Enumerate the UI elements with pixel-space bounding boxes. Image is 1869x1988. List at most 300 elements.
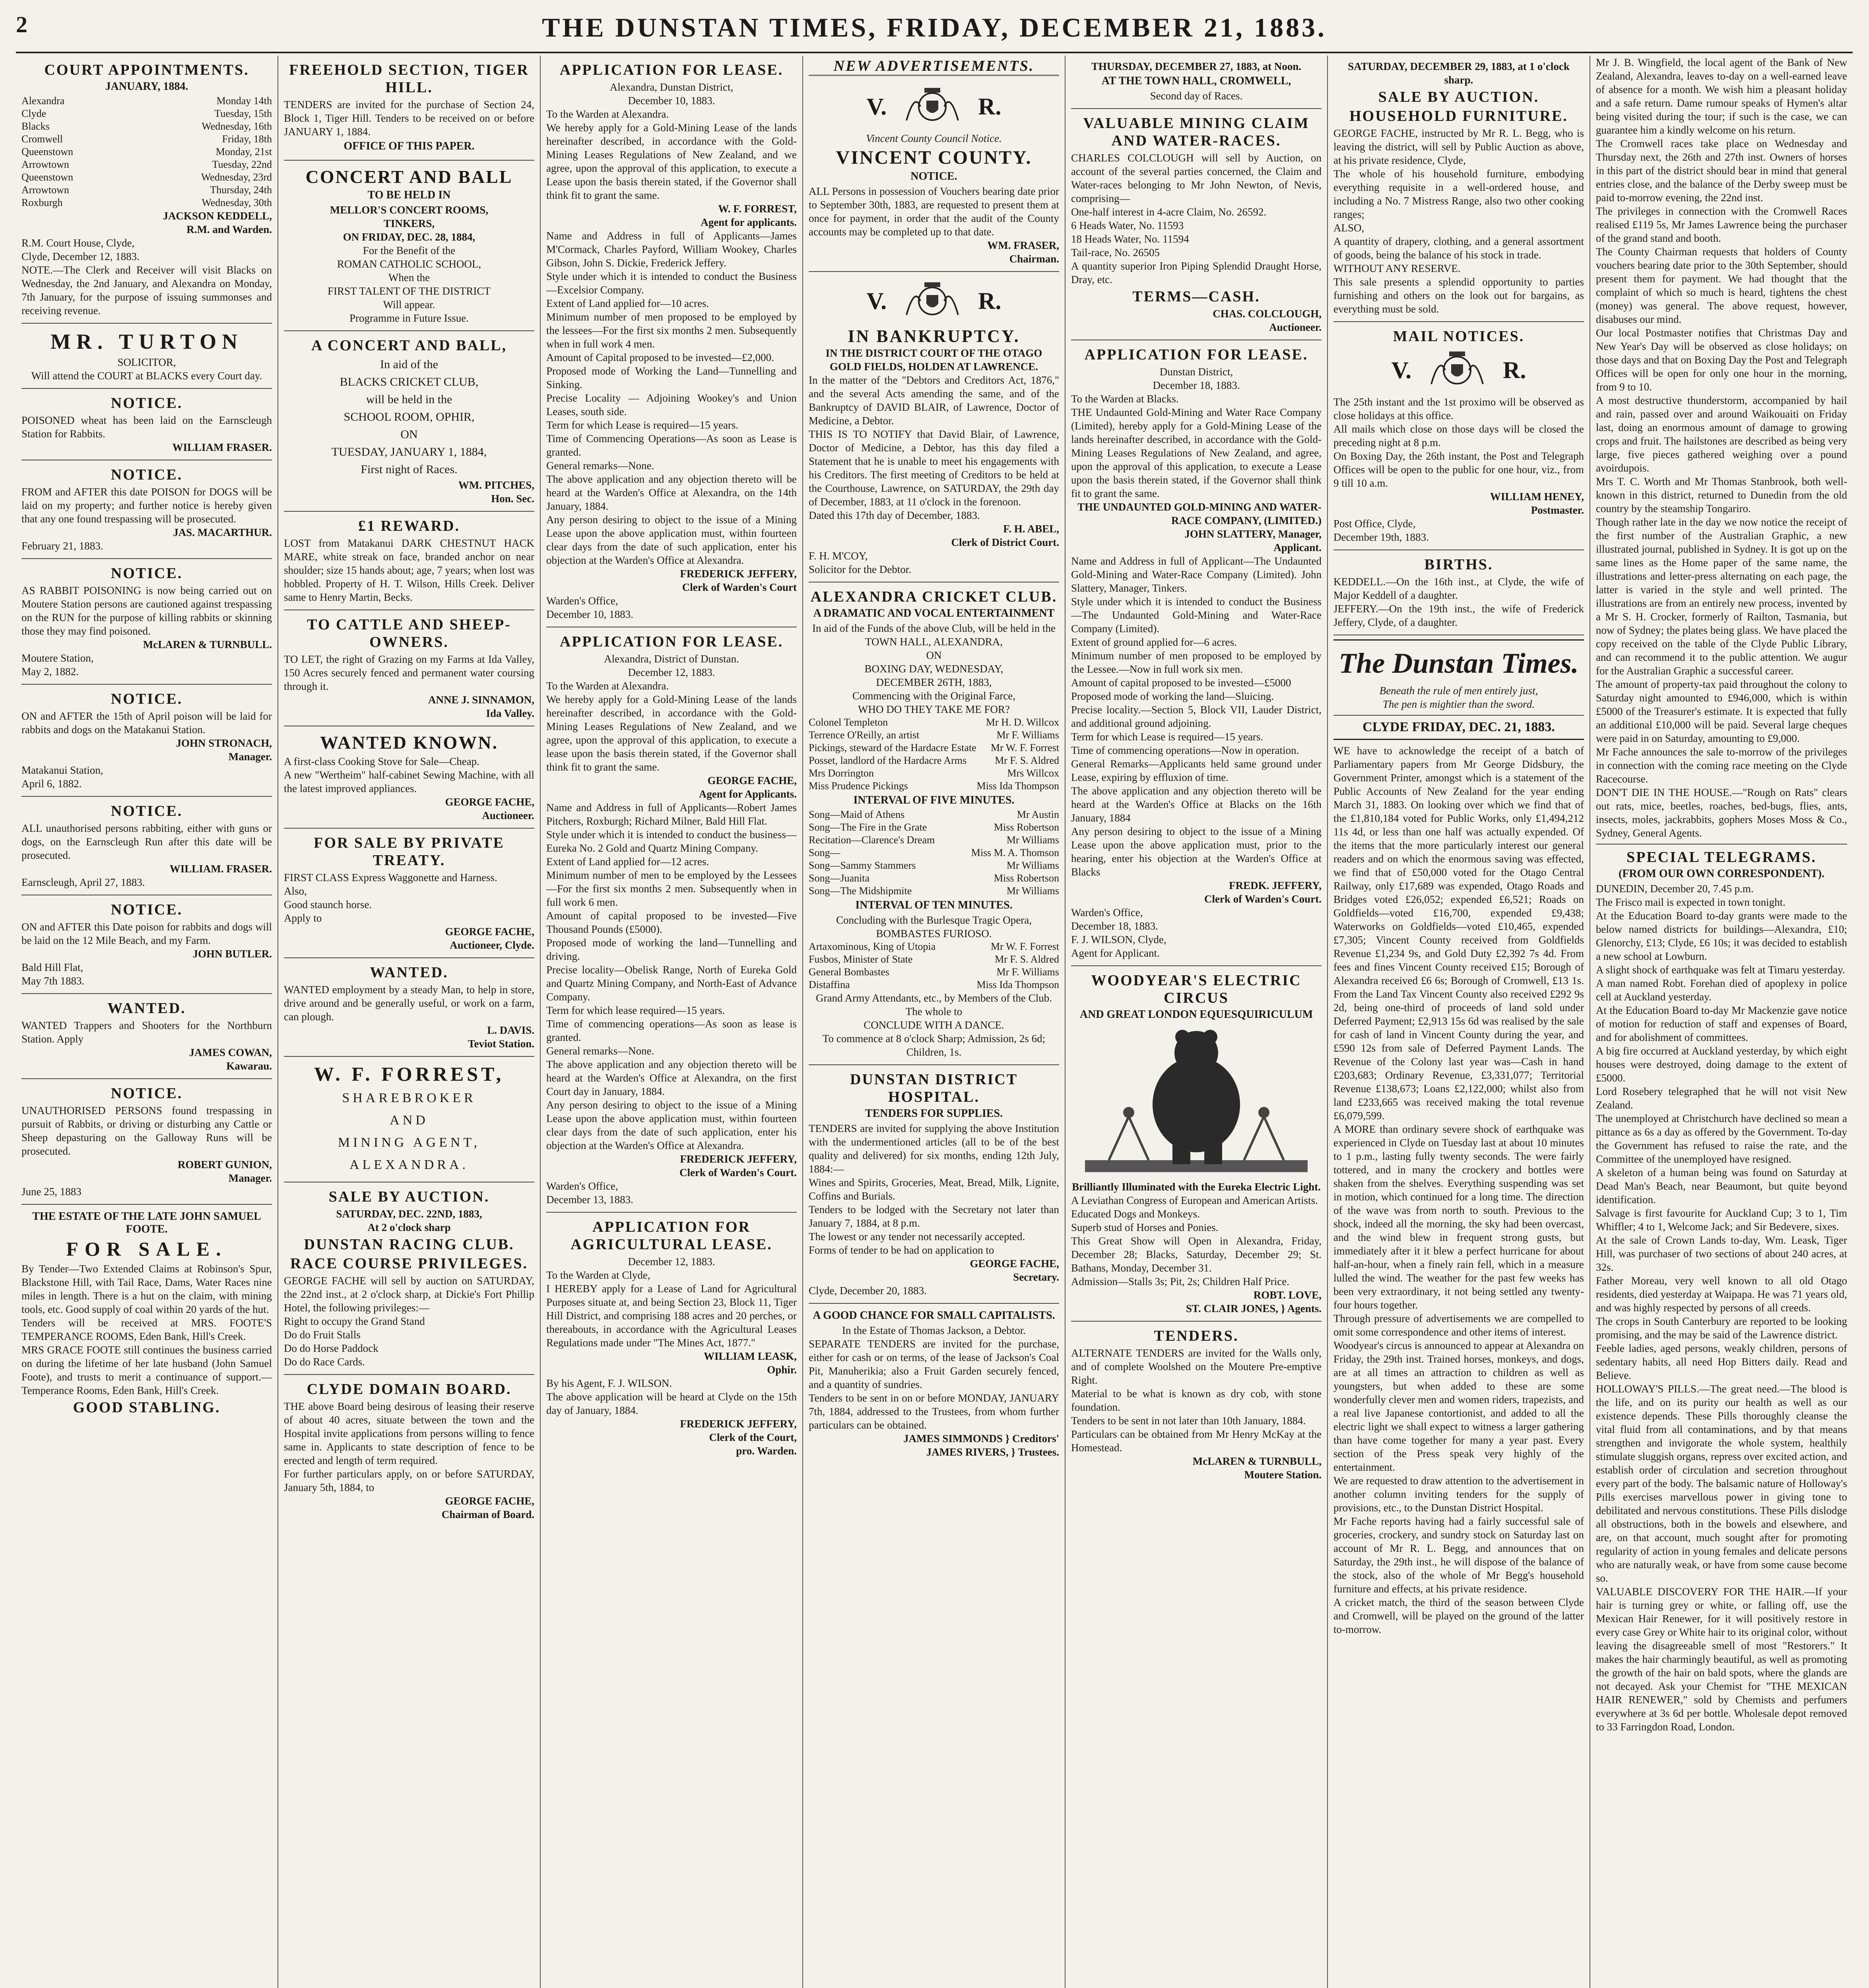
crest-r: R. (1503, 357, 1526, 383)
privileges: RACE COURSE PRIVILEGES. (290, 1255, 528, 1272)
notice-poison-dogs (21, 460, 272, 559)
heading: BIRTHS. (1424, 556, 1493, 573)
burlesque: Concluding with the Burlesque Tragic Opera, BOMBASTES FURIOSO. (836, 914, 1032, 940)
body: For the Benefit of the ROMAN CATHOLIC SCHOOL, When the FIRST TALENT OF THE DISTRICT Will appear. (328, 245, 491, 311)
body: In aid of the BLACKS CRICKET CLUB, will be held in the SCHOOL ROOM, OPHIR, ON TUESDAY, JANUARY 1, 1884, First night of Races. (331, 358, 487, 476)
item-label: General Bombastes (809, 966, 889, 978)
date: Alexandra, Dunstan District, December 10, 1883. (609, 81, 734, 107)
forrest-sharebroker (284, 1057, 534, 1182)
body: To the Warden at Blacks. THE Undaunted Gold-Mining and Water Race Company (Limited), hereby apply for a Gold-Mining Lease of the lands hereinafter described, in accordance with the Gold-Mining Leases Regulations of New Zealand, and agree, upon the approval of this application, to execute a Lease upon the basis therein stated, if the Governor shall think fit to grant the same. (1071, 393, 1322, 499)
item-label: Song—Sammy Stammers (809, 860, 916, 871)
coat-of-arms-icon (902, 85, 962, 128)
item-value: Mr F. S. Aldred (995, 755, 1059, 766)
column-5 (1066, 56, 1328, 1988)
heading: APPLICATION FOR LEASE. (1084, 346, 1308, 363)
column-1 (16, 56, 278, 1988)
body: ALTERNATE TENDERS are invited for the Walls only, and of complete Woolshed on the Moutere Pre-emptive Right. Material to be what is known as dry cob, with stone foundation. Tenders to be sent in not later than 10th January, 1884. Particulars can be obtained from Mr Henry McKay at the Homestead. (1071, 1347, 1322, 1454)
date: Post Office, Clyde, December 19th, 1883. (1333, 518, 1429, 543)
concert-ball (284, 161, 534, 331)
sub: TENDERS FOR SUPPLIES. (865, 1107, 1003, 1120)
lease-excelsior (546, 56, 797, 627)
crest-r: R. (978, 287, 1001, 314)
body: FIRST CLASS Express Waggonette and Harness. Also, Good staunch horse. Apply to (284, 872, 497, 924)
list-item (809, 978, 1059, 991)
hospital-tenders (809, 1065, 1059, 1304)
list-item (809, 859, 1059, 872)
heading: SALE BY AUCTION. (1378, 89, 1539, 105)
crest-v: V. (1391, 357, 1412, 383)
signature: ROBT. LOVE, ST. CLAIR JONES, } Agents. (1186, 1289, 1322, 1314)
signature: ROBERT GUNION, Manager. (177, 1159, 272, 1184)
body: TENDERS are invited for the purchase of Section 24, Block 1, Tiger Hill. Tenders to be received on or before JANUARY 1, 1884. (284, 99, 534, 138)
heading: NOTICE. (111, 565, 183, 582)
masthead (16, 8, 1853, 53)
signature: WILLIAM FRASER. (172, 441, 272, 453)
body: TO LET, the right of Grazing on my Farms at Ida Valley, 150 Acres securely fenced and permanent water coursing through it. (284, 653, 534, 692)
heading: IN BANKRUPTCY. (848, 326, 1020, 346)
particulars: Name and Address in full of Applicants—Robert James Pitchers, Roxburgh; Richard Milner, Bald Hill Flat. Style under which it is intended to conduct the business—Eureka No. 2 Gold and Quartz Mining Company. Extent of Land applied for—12 acres. Minimum number of men to be employed by the Lessees—For the first six months 2 men. Subsequently when in full work 6 men. Amount of capital proposed to be invested—Five Thousand Pounds (£5000). Proposed mode of working the land—Tunnelling and driving. Precise locality—Obelisk Range, North of Eureka Gold and Quartz Mining Company, and North-East of Advance Company. Term for which lease required—15 years. Time of commencing operations—As soon as lease is granted. General remarks—None. The above application and any objection thereto will be heard at the Warden's Office at Alexandra, on the first Court day in January, 1884. Any person desiring to object to the issue of a Mining Lease upon the above application must, within fourteen clear days from the date of such application, enter his objection at the Warden's Office at Alexandra. (546, 802, 797, 1151)
venue: MELLOR'S CONCERT ROOMS, TINKERS, (330, 204, 489, 229)
heading: VINCENT COUNTY. (836, 147, 1032, 168)
estate-foote (21, 1205, 272, 1423)
footer: Programme in Future Issue. (349, 312, 469, 324)
list-item (809, 808, 1059, 821)
woodyear-circus (1071, 966, 1322, 1322)
body: SEPARATE TENDERS are invited for the purchase, either for cash or on terms, of the lease of Jackson's Coal Pit, Manuherikia; also a Fruit Garden securely fenced, and a quantity of sundries. Tenders to be sent in on or before MONDAY, JANUARY 7th, 1884, addressed to the Trustees, from whom further particulars can be obtained. (809, 1338, 1059, 1431)
column-2 (278, 56, 541, 1988)
office-date: Warden's Office, December 18, 1883. F. J. WILSON, Clyde, Agent for Applicant. (1071, 907, 1166, 959)
list-item (809, 821, 1059, 834)
private-treaty (284, 829, 534, 958)
list-item (809, 872, 1059, 885)
notice-butler (21, 895, 272, 994)
item-label: Song—Juanita (809, 872, 870, 884)
item-label: Arrowtown (21, 184, 69, 196)
item-label: Artaxominous, King of Utopia (809, 941, 936, 952)
body: ALL unauthorised persons rabbiting, either with guns or dogs, on the Earnscleugh Run after this date will be prosecuted. (21, 822, 272, 861)
body: GEORGE FACHE, instructed by Mr R. L. Begg, who is leaving the district, will sell by Public Auction as above, at his private residence, Clyde, The whole of his household furniture, embodying everything requisite in a well-ordered house, and including a No. 7 Mistress Range, also two other cooking ranges; ALSO, A quantity of drapery, clothing, and a general assortment of goods, being the balance of his stock in trade. WITHOUT ANY RESERVE. This sale presents a splendid opportunity to parties furnishing and others on the look out for bargains, as everything must be sold. (1333, 127, 1584, 315)
body: SHAREBROKER AND MINING AGENT, ALEXANDRA. (338, 1091, 481, 1172)
particulars: Name and Address in full of Applicant—The Undaunted Gold-Mining and Water-Race Company (Limited). John Slattery, Manager, Tinkers. Style under which it is intended to conduct the Business—The Undaunted Gold-Mining and Water-Race Company (Limited). Extent of ground applied for—6 acres. Minimum number of men proposed to be employed by the Lessee.—Now in full work six men. Amount of capital proposed to be invested—£5000 Proposed mode of working the land—Sluicing. Precise locality.—Section 5, Block VII, Lauder District, and additional ground adjoining. Term for which Lease is required—15 years. Time of commencing operations—Now in operation. General Remarks—Applicants held same ground under Lease, expiring by effluxion of time. The above application and any objection thereto will be heard at the Warden's Office at Blacks on the 16th January, 1884 Any person desiring to object to the issue of a Mining Lease upon the above application must, prior to the hearing, enter his objection at the Warden's Office at Blacks (1071, 555, 1322, 878)
date: Alexandra, District of Dunstan. December 12, 1883. (604, 653, 739, 678)
mining-claim-sale (1071, 109, 1322, 340)
signature: CHAS. COLCLOUGH, Auctioneer. (1213, 308, 1322, 333)
venue: AT THE TOWN HALL, CROMWELL, (1101, 75, 1291, 87)
signature: WM. PITCHES, Hon. Sec. (458, 479, 534, 505)
item-label: Fusbos, Minister of State (809, 953, 913, 965)
item-value: Mr F. S. Aldred (995, 953, 1059, 965)
signature: WILLIAM. FRASER. (169, 863, 272, 875)
item-label: Pickings, steward of the Hardacre Estate (809, 742, 976, 753)
item-value: Mr Williams (1006, 834, 1059, 846)
telegrams-body: DUNEDIN, December 20, 7.45 p.m. The Frisco mail is expected in town tonight. At the Education Board to-day grants were made to the below named districts for buildings—Alexandra, £10; Glenorchy, £13; Clyde, £6 10s; it was decided to establish a new school at Lowburn. A slight shock of earthquake was felt at Timaru yesterday. A man named Robt. Forehan died of apoplexy in police cell at Auckland yesterday. At the Education Board to-day Mr Mackenzie gave notice of motion for reduction of staff and expenses of Board, and for abolishment of committees. A big fire occurred at Auckland yesterday, by which eight houses were destroyed, doing damage to the extent of £5000. Lord Rosebery telegraphed that he will not visit New Zealand. The unemployed at Christchurch have declined so mean a pittance as 6s a day as offered by the Government. To-day the Government has refused to raise the rate, and the Committee of the unemployed have resigned. A skeleton of a human being was found on Saturday at Dead Man's Beach, near Beaumont, but quite beyond identification. Salvage is first favourite for Auckland Cup; 3 to 1, Tim Whiffler; 4 to 1, Welcome Jack; and Sir Bedevere, sixes. At the sale of Crown Lands to-day, Wm. Leask, Tiger Hill, was purchaser of two sections of about 240 acres, at 32s. Father Moreau, very well known to all old Otago residents, died yesterday at Waipapa. He was 71 years old, and was highly respected by persons of all creeds. The crops in South Canterbury are reported to be looking promising, and the may be said of the Lawrence district. Feeble ladies, aged persons, weakly children, persons of sedentary habits, all need Hop Bitters daily. Read and Believe. HOLLOWAY'S PILLS.—The great need.—The blood is the life, and on its purity our health as well as our existence depends. These Pills thoroughly cleanse the vital fluid from all contaminations, and by that means strengthen and invigorate the whole system, healthily stimulate sluggish organs, repress over excited action, and establish order of circulation and secretion throughout every part of the body. The balsamic nature of Holloway's Pills exercises marvellous power in giving tone to debilitated and nervous constitutions. These Pills dislodge all obstructions, both in the bowels and elsewhere, and are, on that account, much sought after for promoting regularity of action in young females and delicate persons who are naturally weak, or have from some cause become so. VALUABLE DISCOVERY FOR THE HAIR.—If your hair is turning grey or white, or falling off, use the Mexican Hair Renewer, for it will positively restore in every case Grey or White hair to its original color, without leaving the disagreeable smell of most "Restorers." It makes the hair charmingly beautiful, as well as promoting the growth of the hair on bald spots, where the glands are not decayed. Ask your Chemist for "THE MEXICAN HAIR RENEWER," sold by Chemists and perfumers everywhere at 3s 6d per bottle. Wholesale depot removed to 33 Farringdon Road, London. (1596, 883, 1847, 1733)
list-item (809, 846, 1059, 859)
list-item (809, 780, 1059, 792)
wanted-trappers (21, 994, 272, 1079)
date: Earnscleugh, April 27, 1883. (21, 876, 145, 888)
date: Bald Hill Flat, May 7th 1883. (21, 961, 85, 987)
list-item (809, 742, 1059, 754)
crest-v: V. (866, 93, 887, 120)
body: GEORGE FACHE will sell by auction on SATURDAY, the 22nd inst., at 2 o'clock sharp, at Dickie's Fort Phillip Hotel, the following privileges:— Right to occupy the Grand Stand Do do Fruit Stalls Do do Horse Paddock Do do Race Cards. (284, 1275, 534, 1368)
section-heading: NEW ADVERTISEMENTS. (809, 57, 1059, 76)
body: To the Warden at Clyde, I HEREBY apply for a Lease of Land for Agricultural Purposes situate at, and being Section 23, Block 11, Tiger Hill District, and comprising 188 acres and 20 perches, or thereabouts, in accordance with the Agricultural Leases Regulations made under "The Mines Act, 1877." (546, 1269, 797, 1349)
date: Matakanui Station, April 6, 1882. (21, 764, 103, 790)
list-item (809, 729, 1059, 742)
body: WANTED Trappers and Shooters for the Northburn Station. Apply (21, 1019, 272, 1045)
signature: W. F. FORREST, Agent for applicants. (701, 203, 797, 228)
date: Dunstan District, December 18, 1883. (1153, 366, 1240, 391)
cricket-club-entertainment (809, 582, 1059, 1065)
body: A Leviathan Congress of European and American Artists. Educated Dogs and Monkeys. Superb stud of Horses and Ponies. This Great Show will Open in Alexandra, Friday, December 28; Blacks, Saturday, December 29; St. Bathans, Monday, December 31. Admission—Stalls 3s; Pit, 2s; Children Half Price. (1071, 1194, 1322, 1287)
signature: JAS. MACARTHUR. (173, 526, 272, 538)
club: DUNSTAN RACING CLUB. (304, 1236, 514, 1253)
wanted-employment (284, 958, 534, 1057)
heading: FREEHOLD SECTION, TIGER HILL. (289, 62, 529, 96)
date: June 25, 1883 (21, 1186, 82, 1198)
item-label: Mrs Dorrington (809, 767, 874, 779)
crest-r: R. (978, 93, 1001, 120)
item-value: Miss Robertson (994, 821, 1059, 833)
heading: MAIL NOTICES. (1393, 328, 1525, 345)
list-item (21, 171, 272, 184)
terms: TERMS—CASH. (1132, 288, 1260, 305)
reward-notice (284, 512, 534, 610)
date: SATURDAY, DEC. 22ND, 1883, At 2 o'clock sharp (336, 1208, 482, 1233)
body: To the Warden at Alexandra. We hereby apply for a Gold-Mining Lease of the lands hereinafter described, in accordance with the Gold-Mining Leases Regulations of New Zealand, and we agree, upon the approval of this application, to execute a lease upon the basis therein stated, if the Governor shall think fit to grant the same. (546, 680, 797, 773)
notice-matakanui (21, 685, 272, 797)
motto: Beneath the rule of men entirely just, The pen is mightier than the sword. (1379, 685, 1538, 710)
heading: NOTICE. (111, 466, 183, 483)
heading: APPLICATION FOR AGRICULTURAL LEASE. (571, 1219, 772, 1253)
signature: ANNE J. SINNAMON, Ida Valley. (428, 694, 534, 719)
editorial-text: WE have to acknowledge the receipt of a batch of Parliamentary papers from Mr George Didsbury, the Government Printer, amongst which is a statement of the Public Accounts of New Zealand for the year ending March 31, 1883. On looking over which we find that of the £1,810,184 voted for Public Works, only £1,494,212 11s 4d, or less than one half was actually expended. Of the items that the more particularly interest our general readers and on which the enormous saving was effected, we find that of £50,000 voted for the Otago Central Railway, only £17,689 was expended, Otago Roads and Bridges voted £26,052; expended £6,521; Roads on Goldfields—voted £16,700, expended £9,438; Waterworks on Goldfields—voted £10,465, expended £7,305; Vincent County received from Goldfields Revenue £1,234 9s, and Gold Duty £2,392 7s 4d. From fees and fines Vincent County received £15; Borough of Alexandra received £6 6s; Borough of Cromwell, £13 1s. From the Land Tax Vincent County also received £292 9s 2d, being one-third of proceeds of land sold under Deferred Payment; £2,913 15s 6d was realised by the sale for cash of land in Vincent County during the year, and £590 12s from sale of Deferred Payment Lands. The Revenue of the Colony last year was—Cash in hand £203,683; Ordinary Revenue, £3,331,077; Territorial Revenue £138,673; Loans £2,122,000; whilst also from land £233,665 was received making the total revenue £6,079,599. A MORE than ordinary severe shock of earthquake was experienced in Clyde on Tuesday last at about 10 minutes to 1 p.m., lasting fully twenty seconds. The were fairly tottered, and in many the crockery and bottles were shaken from the shelves. Everything suspending was set in motion, which continued for a long time. The direction of the wave was from north to south. Previous to the shock, indeed all the morning, the sky had been overcast, and the wind blew in frequent strong gusts, but immediately after it it blew a perfect hurricane for about half-an-hour, when a finely rain fell, which in a measure lulled the wind. The weather for the past few weeks has been very extraordinary, it not being settled any twenty-four hours together. Through pressure of advertisements we are compelled to omit some correspondence and other items of interest. Woodyear's circus is announced to appear at Alexandra on Friday, the 29th inst. Trained horses, monkeys, and dogs, are at all times an attraction to children as well as youngsters, but when added to these are some wonderfully clever men and women riders, trapezists, and a real live Japanese contortionist, and added to all the electric light we shall expect to witness a larger gathering than have come together for many a year past. Every section of the Press speak very highly of the entertainment. We are requested to draw attention to the advertisement in another column inviting tenders for the supply of provisions, etc., to the Dunstan District Hospital. Mr Fache reports having had a fairly successful sale of groceries, crockery, and sundry stock on Saturday last on account of Mr R. L. Begg, and announces that on Saturday, the 29th inst., he will dispose of the balance of the stock, also of the whole of Mr Begg's household furniture and effects, at his private residence. A cricket match, the third of the season between Clyde and Cromwell, will be played on the ground of the latter to-morrow. (1333, 745, 1584, 1635)
sub: Second day of Races. (1150, 90, 1243, 102)
signature: JACKSON KEDDELL, R.M. and Warden. (163, 210, 272, 235)
particulars: Name and Address in full of Applicants—James M'Cormack, Charles Payford, William Wookey, Charles Gibson, John S. Dickie, Frederick Jeffery. Style under which it is intended to conduct the Business—Excelsior Company. Extent of Land applied for—10 acres. Minimum number of men proposed to be employed by the lessees—For the first six months 2 men. Subsequently when in full work 4 men. Amount of Capital proposed to be invested—£2,000. Proposed mode of Working the Land—Tunnelling and Sinking. Precise Locality — Adjoining Wookey's and Union Leases, south side. Term for which Lease is required—15 years. Time of Commencing Operations—As soon as Lease is granted. General remarks—None. The above application and any objection thereto will be heard at the Warden's Office at Alexandra, on the 14th January, 1884. Any person desiring to object to the issue of a Mining Lease upon the above application must, within fourteen clear days from the date of such application, enter his objection at the Warden's Office at Alexandra. (546, 230, 797, 566)
columns (16, 56, 1853, 1988)
body: ON and AFTER the 15th of April poison will be laid for rabbits and dogs on the Matakanui Station. (21, 710, 272, 736)
programme-list (809, 808, 1059, 897)
item-label: Alexandra (21, 95, 65, 107)
court-schedule (21, 95, 272, 209)
office-date: Warden's Office, December 13, 1883. (546, 1180, 633, 1206)
item-label: Song— (809, 847, 840, 858)
notice-rabbit-poisoning (21, 559, 272, 685)
page-number: 2 (16, 12, 27, 37)
racing-club-auction (284, 1182, 534, 1375)
blacks-concert (284, 331, 534, 512)
item-label: Distaffina (809, 979, 850, 990)
item-label: Cromwell (21, 133, 63, 145)
body: ON and AFTER this Date poison for rabbits and dogs will be laid on the 12 Mile Beach, and my Farm. (21, 921, 272, 946)
clerk-signature: FREDK. JEFFERY, Clerk of Warden's Court. (1204, 879, 1322, 905)
sub: NOTICE. (910, 170, 957, 182)
heading: THE ESTATE OF THE LATE JOHN SAMUEL FOOTE. (32, 1210, 261, 1235)
vincent-county-notice (809, 78, 1059, 272)
heading: £1 REWARD. (358, 518, 460, 534)
royal-crest (809, 279, 1059, 323)
for-sale: FOR SALE. (66, 1238, 227, 1260)
date: Clyde, December 20, 1883. (809, 1285, 927, 1297)
body: FROM and AFTER this date POISON for DOGS will be laid on my property; and further notice is hereby given that any one found trespassing will be prosecuted. (21, 486, 272, 525)
item-value: Wednesday, 30th (202, 197, 272, 208)
heading: MR. TURTON (50, 330, 243, 353)
local-notes: Mr J. B. Wingfield, the local agent of the Bank of New Zealand, Alexandra, leaves to-day on a well-earned leave of absence for a month. We wish him a pleasant holiday and a safe return. Dame rumour speaks of Hymen's altar being visited during the tour; if such is the case, we can guarantee him a kindly welcome on his return. The Cromwell races take place on Wednesday and Thursday next, the 26th and 27th inst. Owners of horses in this part of the district should bear in mind that general entries close, and the balance of the Derby sweep must be paid to-morrow evening, the 22nd inst. The privileges in connection with the Cromwell Races realised £119 5s, Mr James Lawrence being the purchaser of the grand stand and booth. The County Chairman requests that holders of County vouchers bearing date prior to the 30th September, should present them for payment. We had thought that the complaint of which so much is heard, tightens the chest (money) was general. The above request, however, disabuses our mind. Our local Postmaster notifies that Christmas Day and New Year's Day will be observed as close holidays; on those days and that on Boxing Day the Post and Telegraph Offices will be open for only one hour in the morning, from 9 to 10. A most destructive thunderstorm, accompanied by hail and rain, passed over and around Waikouaiti on Friday last, doing an enormous amount of damage to growing crops and fruit. The hailstones are described as being very large, five pieces gathered weighing over a pound avoirdupois. Mrs T. C. Worth and Mr Thomas Stanbrook, both well-known in this district, returned to Dunedin from the old country by the steamship Tongariro. Though rather late in the day we now notice the receipt of the first number of the Australian Graphic, a new illustrated journal, published in Sydney. It is got up on the same lines as the Home paper of the same name, the illustrations and letter-press alternating on each page, the latter is varied in the style and well printed. The illustrations are from an entirely new process, invented by a Mr S. H. Crocker, formerly of Railton, Tasmania, but now of Sydney; the plates being glass. We have placed the copy received on the table of the Clyde Public Library, and can recommend it to the public attention. We augur for the Australian Graphic a successful career. The amount of property-tax paid throughout the colony to Saturday night amounted to £946,000, which is within £5000 of the Treasurer's estimate. It is expected that fully an additional £10,000 will be paid. Several large cheques were paid in on Saturday, amounting to £9,000. Mr Fache announces the sale to-morrow of the privileges in connection with the coming race meeting on the Clyde Racecourse. DON'T DIE IN THE HOUSE.—"Rough on Rats" clears out rats, mice, beetles, roaches, bed-bugs, flies, ants, insects, moles, jackrabbits, gophers Moses Moss & Co., Sydney, General Agents. (1596, 56, 1847, 839)
column-4 (803, 56, 1066, 1988)
clerk-signature: FREDERICK JEFFERY, Clerk of the Court, pro. Warden. (680, 1418, 797, 1457)
heading: APPLICATION FOR LEASE. (559, 633, 784, 650)
heading: WANTED. (107, 1000, 186, 1017)
dateline: CLYDE FRIDAY, DEC. 21, 1883. (1362, 720, 1555, 734)
preamble: In the matter of the "Debtors and Creditors Act, 1876," and the several Acts amending the same, and of the Bankruptcy of DAVID BLAIR, of Lawrence, Doctor of Medicine, a Debtor. (809, 374, 1059, 427)
heading: WOODYEAR'S ELECTRIC CIRCUS (1091, 972, 1302, 1006)
note: NOTE.—The Clerk and Receiver will visit Blacks on Wednesday, the 2nd January, and Alexandra on Monday, 7th January, for the purpose of issuing summonses and receiving revenue. (21, 264, 272, 316)
list-item (21, 196, 272, 209)
heading: APPLICATION FOR LEASE. (559, 62, 784, 78)
item-label: Roxburgh (21, 197, 63, 208)
item-value: Tuesday, 15th (214, 108, 272, 119)
item-label: Recitation—Clarence's Dream (809, 834, 935, 846)
item-value: Mr Williams (1006, 885, 1059, 897)
cromwell-sale (1071, 56, 1322, 109)
item-label: Song—The Fire in the Grate (809, 821, 927, 833)
signature: JOHN BUTLER. (192, 948, 272, 960)
signature: F. H. ABEL, Clerk of District Court. (951, 523, 1059, 548)
list-item (21, 120, 272, 133)
item-value: Monday 14th (216, 95, 272, 107)
cast-list (809, 716, 1059, 792)
item-value: Miss M. A. Thomson (971, 847, 1059, 858)
woolshed-tenders (1071, 1322, 1322, 1487)
body: To the Warden at Alexandra. We hereby apply for a Gold-Mining Lease of the lands hereinafter described, in accordance with the Gold-Mining Leases Regulations of New Zealand, and we agree, upon the approval of this application, to execute a Lease upon the basis therein stated, if the Governor shall think fit to grant the same. (546, 108, 797, 201)
list-item (809, 953, 1059, 966)
item-value: Miss Ida Thompson (976, 780, 1059, 792)
court: IN THE DISTRICT COURT OF THE OTAGO GOLD FIELDS, HOLDEN AT LAWRENCE. (825, 347, 1042, 373)
date: December 12, 1883. (628, 1256, 715, 1268)
body: POISONED wheat has been laid on the Earnscleugh Station for Rabbits. (21, 414, 272, 440)
notice-trespass (21, 1079, 272, 1205)
item-label: Miss Prudence Pickings (809, 780, 908, 792)
date: February 21, 1883. (21, 540, 103, 552)
newspaper-title: THE DUNSTAN TIMES, FRIDAY, DECEMBER 21, 1883. (541, 12, 1327, 43)
divider (1333, 715, 1584, 716)
office-date: Warden's Office, December 10, 1883. (546, 595, 633, 620)
item-value: Mr H. D. Willcox (986, 716, 1059, 728)
divider (1596, 844, 1847, 845)
heading: NOTICE. (111, 691, 183, 707)
item-value: Mr W. F. Forrest (991, 742, 1059, 753)
list-item (21, 95, 272, 107)
column-7 (1590, 56, 1853, 1988)
heading: NOTICE. (111, 803, 183, 819)
signature: L. DAVIS. Teviot Station. (468, 1024, 534, 1050)
body: A first-class Cooking Stove for Sale—Cheap. A new "Wertheim" half-cabinet Sewing Machine, with all the latest improved appliances. (284, 755, 534, 794)
item-label: Song—The Midshipmite (809, 885, 912, 897)
item-value: Thursday, 24th (210, 184, 272, 196)
body: SOLICITOR, Will attend the COURT at BLACKS every Court day. (31, 356, 262, 382)
list-item (809, 885, 1059, 897)
mail-notices (1333, 322, 1584, 550)
signature: JAMES SIMMONDS } Creditors' JAMES RIVERS, } Trustees. (903, 1433, 1059, 1458)
date: Moutere Station, May 2, 1882. (21, 652, 94, 678)
notice-earnscleugh (21, 797, 272, 895)
court-appointments (21, 56, 272, 324)
date: SATURDAY, DECEMBER 29, 1883, at 1 o'clock sharp. (1348, 60, 1570, 86)
item-value: Mrs Willcox (1007, 767, 1059, 779)
solicitor: F. H. M'COY, Solicitor for the Debtor. (809, 550, 911, 575)
body: LOST from Matakanui DARK CHESTNUT HACK MARE, white streak on face, branded anchor on near shoulder; size 15 hands about; age, 7 years; when lost was hobbled. Property of H. T. Wilson, Hills Creek. Deliver same to Henry Martin, Becks. (284, 537, 534, 603)
item-label: Colonel Templeton (809, 716, 888, 728)
signature: WILLIAM HENEY, Postmaster. (1490, 491, 1584, 516)
date: THURSDAY, DECEMBER 27, 1883, at Noon. (1091, 60, 1302, 72)
grazing-notice (284, 610, 534, 726)
coat-of-arms-icon (1427, 348, 1487, 392)
agent: By his Agent, F. J. WILSON. (546, 1377, 672, 1389)
signature: GEORGE FACHE, Auctioneer, Clyde. (445, 926, 534, 951)
body: THIS IS TO NOTIFY that David Blair, of Lawrence, Doctor of Medicine, a Debtor, has this day filed a Statement that he is unable to meet his engagements with his Creditors. The first meeting of Creditors to be held at the Courthouse, Lawrence, on SATURDAY, the 29th day of December, 1883, at 11 o'clock in the forenoon. Dated this 17th day of December, 1883. (809, 428, 1059, 521)
list-item (21, 133, 272, 146)
heading: VALUABLE MINING CLAIM AND WATER-RACES. (1083, 115, 1310, 149)
heading: WANTED. (370, 964, 448, 981)
body: By Tender—Two Extended Claims at Robinson's Spur, Blackstone Hill, with Tail Race, Dams, Water Races nine miles in length. There is a hut on the claim, with mining tools, etc. Good supply of coal within 20 yards of the hut. Tenders will be received at MRS. FOOTE'S TEMPERANCE ROOMS, Eden Bank, Hill's Creek. MRS GRACE FOOTE still continues the business carried on during the lifetime of her late husband (John Samuel Foote), and trusts to merit a continuance of support.—Temperance Rooms, Eden Bank, Hill's Creek. (21, 1263, 272, 1396)
notice-poison-wheat (21, 389, 272, 460)
list-item (809, 966, 1059, 978)
body: WANTED employment by a steady Man, to help in store, drive around and be generally useful, or work on a farm, can plough. (284, 984, 534, 1023)
royal-crest (1333, 348, 1584, 392)
item-value: Wednesday, 23rd (201, 171, 272, 183)
body: AS RABBIT POISONING is now being carried out on Moutere Station persons are cautioned against trespassing on the RUN for the purpose of killing rabbits or skinning those they may find poisoned. (21, 584, 272, 637)
signature: JOHN STRONACH, Manager. (176, 737, 272, 763)
list-item (21, 107, 272, 120)
list-item (809, 940, 1059, 953)
sub: TO BE HELD IN (367, 189, 451, 201)
date: ON FRIDAY, DEC. 28, 1884, (343, 231, 475, 243)
heading: COURT APPOINTMENTS. (44, 62, 249, 78)
item-value: Monday, 21st (215, 146, 272, 157)
heading: NOTICE. (111, 1085, 183, 1102)
body: ALL Persons in possession of Vouchers bearing date prior to September 30th, 1883, are requested to present them at once for payment, in order that the audit of the County accounts may be completed up to that date. (809, 185, 1059, 238)
bankruptcy-notice (809, 272, 1059, 582)
hearing: The above application will be heard at Clyde on the 15th day of January, 1884. (546, 1391, 797, 1416)
list-item (809, 716, 1059, 729)
item-value: Miss Ida Thompson (976, 979, 1059, 990)
paper-title: The Dunstan Times. (1339, 647, 1579, 679)
heading: NOTICE. (111, 901, 183, 918)
list-item (21, 184, 272, 196)
list-item (21, 146, 272, 158)
signature: McLAREN & TURNBULL, Moutere Station. (1192, 1455, 1322, 1481)
item-label: Clyde (21, 108, 47, 119)
agricultural-lease (546, 1213, 797, 1463)
freehold-section (284, 56, 534, 161)
clerk-signature: FREDERICK JEFFERY, Clerk of Warden's Court. (679, 1153, 797, 1178)
closing: Grand Army Attendants, etc., by Members of the Club. The whole to CONCLUDE WITH A DANCE. To commence at 8 o'clock Sharp; Admission, 2s 6d; Children, 1s. (816, 992, 1052, 1058)
item-value: Mr F. Williams (996, 729, 1059, 741)
heading: ALEXANDRA CRICKET CLUB. (810, 588, 1058, 605)
signature: McLAREN & TURNBULL. (143, 639, 272, 650)
signature: WILLIAM LEASK, Ophir. (703, 1350, 797, 1376)
list-item (809, 754, 1059, 767)
heading: CLYDE DOMAIN BOARD. (307, 1381, 512, 1398)
signature: GEORGE FACHE, Chairman of Board. (441, 1495, 534, 1520)
column-3 (541, 56, 803, 1988)
small-capitalists (809, 1304, 1059, 1464)
heading: NOTICE. (111, 395, 183, 412)
heading: A GOOD CHANCE FOR SMALL CAPITALISTS. (813, 1309, 1055, 1322)
list-item (21, 158, 272, 171)
item-label: Posset, landlord of the Hardacre Arms (809, 755, 967, 766)
heading: DUNSTAN DISTRICT HOSPITAL. (850, 1071, 1018, 1105)
item-label: Queenstown (21, 146, 73, 157)
heading: SALE BY AUCTION. (328, 1188, 490, 1205)
body: The 25th instant and the 1st proximo will be observed as close holidays at this office. All mails which close on those days will be closed the preceding night at 8 p.m. On Boxing Day, the 26th instant, the Post and Telegraph Offices will be open to the public for one hour, viz., from 9 till 10 a.m. (1333, 396, 1584, 489)
sub: AND GREAT LONDON EQUESQUIRICULUM (1079, 1008, 1313, 1021)
royal-crest (809, 85, 1059, 128)
column-6 (1328, 56, 1590, 1988)
telegrams-sub: (FROM OUR OWN CORRESPONDENT). (1619, 868, 1824, 880)
footer: OFFICE OF THIS PAPER. (344, 140, 475, 152)
signature: WM. FRASER, Chairman. (987, 239, 1059, 265)
item-value: Tuesday, 22nd (212, 159, 272, 170)
estate: In the Estate of Thomas Jackson, a Debtor. (842, 1324, 1026, 1336)
body: In aid of the Funds of the above Club, will be held in the TOWN HALL, ALEXANDRA, ON BOXING DAY, WEDNESDAY, DECEMBER 26TH, 1883, Commencing with the Original Farce, WHO DO THEY TAKE ME FOR? (812, 622, 1056, 715)
wanted-known (284, 726, 534, 829)
address: R.M. Court House, Clyde, Clyde, December 12, 1883. (21, 237, 140, 262)
heading: TENDERS. (1154, 1328, 1239, 1344)
item-value: Mr F. Williams (996, 966, 1059, 978)
cast-list-2 (809, 940, 1059, 991)
heading: W. F. FORREST, (314, 1063, 505, 1085)
item-value: Mr Austin (1017, 809, 1059, 820)
signature: JAMES COWAN, Kawarau. (189, 1046, 272, 1072)
heading: A CONCERT AND BALL, (311, 337, 507, 354)
body: UNAUTHORISED PERSONS found trespassing in pursuit of Rabbits, or driving or disturbing any Cattle or Sheep depasturing on the Galloway Runs will be prosecuted. (21, 1105, 272, 1157)
item-label: Queenstown (21, 171, 73, 183)
heading: WANTED KNOWN. (320, 732, 498, 753)
lease-eureka (546, 627, 797, 1213)
item-value: Wednesday, 16th (202, 120, 272, 132)
list-item (809, 834, 1059, 846)
interval-2: INTERVAL OF TEN MINUTES. (855, 899, 1013, 911)
heading: FOR SALE BY PRIVATE TREATY. (314, 835, 505, 869)
item-value: Miss Robertson (994, 872, 1059, 884)
sub: A DRAMATIC AND VOCAL ENTERTAINMENT (813, 607, 1055, 619)
furniture-auction (1333, 56, 1584, 322)
item-label: Song—Maid of Athens (809, 809, 905, 820)
list-item (809, 767, 1059, 780)
heading: CONCERT AND BALL (305, 167, 513, 187)
crest-caption: Vincent County Council Notice. (866, 132, 1002, 144)
body: TENDERS are invited for supplying the above Institution with the undermentioned articles (all to be of the best quality and delivered) for six months, ending 12th July, 1884:— Wines and Spirits, Groceries, Meat, Bread, Milk, Lignite, Coffins and Burials. Tenders to be lodged with the Secretary not later than January 7, 1884, at 8 p.m. The lowest or any tender not necessarily accepted. Forms of tender to be had on application to (809, 1122, 1059, 1256)
signature: GEORGE FACHE, Secretary. (970, 1258, 1059, 1283)
body: THE above Board being desirous of leasing their reserve of about 40 acres, situate between the town and the Hospital invite applications from persons willing to fence same in. Applicants to state description of fence to be erected and length of term required. For further particulars apply, on or before SATURDAY, January 5th, 1884, to (284, 1400, 534, 1493)
signature: GEORGE FACHE, Auctioneer. (445, 796, 534, 821)
footer: GOOD STABLING. (73, 1399, 221, 1416)
item-label: Terrence O'Reilly, an artist (809, 729, 920, 741)
lease-undaunted (1071, 340, 1322, 966)
clerk-signature: FREDERICK JEFFERY, Clerk of Warden's Court (680, 568, 797, 593)
sub: HOUSEHOLD FURNITURE. (1349, 108, 1568, 124)
editorial-header (1333, 639, 1584, 740)
item-label: Blacks (21, 120, 50, 132)
turton-notice (21, 324, 272, 389)
item-value: Mr W. F. Forrest (991, 941, 1059, 952)
births (1333, 550, 1584, 635)
caption: Brilliantly Illuminated with the Eureka Electric Light. (1072, 1181, 1321, 1193)
subheading: JANUARY, 1884. (105, 80, 188, 93)
coat-of-arms-icon (902, 279, 962, 323)
